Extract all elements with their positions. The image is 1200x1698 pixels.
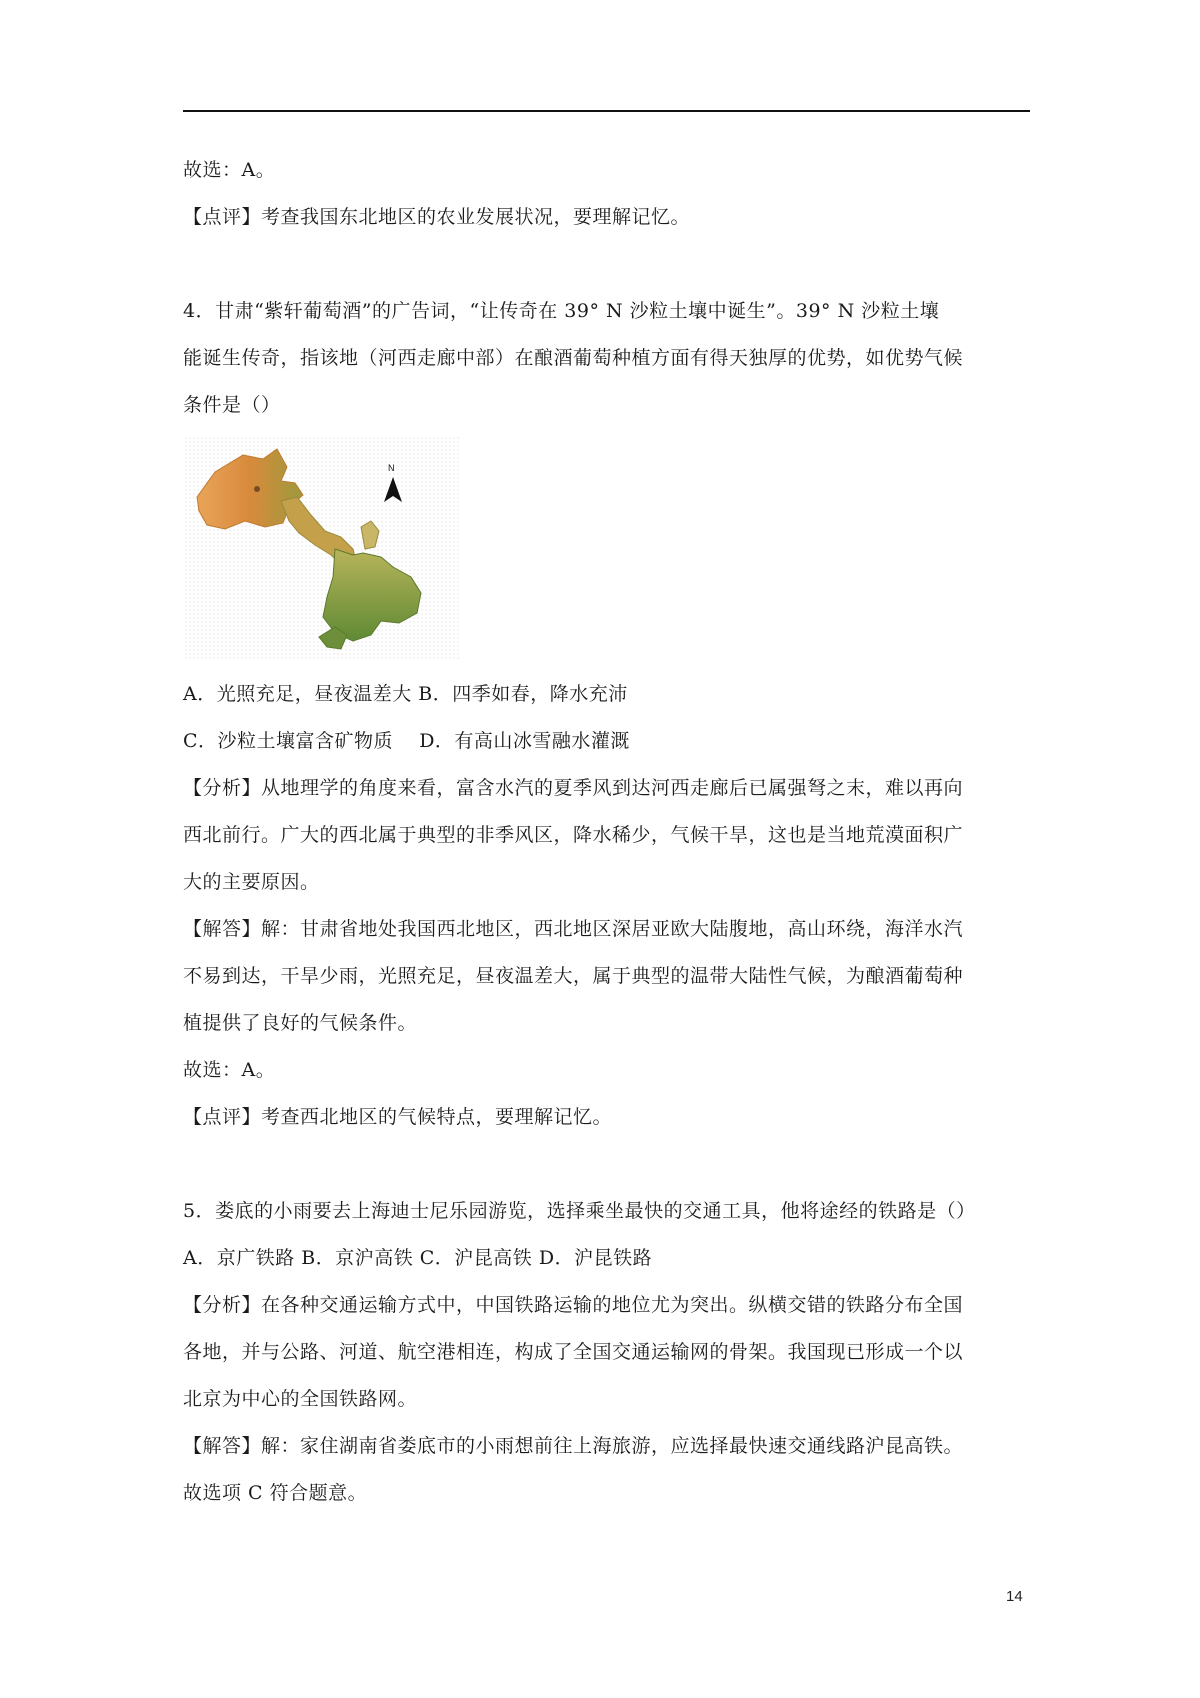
q4-solution-line2: 不易到达，干旱少雨，光照充足，昼夜温差大，属于典型的温带大陆性气候，为酿酒葡萄种: [183, 965, 964, 987]
map-city-marker: [254, 486, 260, 492]
q4-answer: 故选：A。: [183, 1059, 276, 1081]
header-rule: [183, 110, 1030, 112]
q4-stem-line3: 条件是（）: [183, 394, 281, 416]
q4-analysis-line1: 【分析】从地理学的角度来看，富含水汽的夏季风到达河西走廊后已属强弩之末，难以再向: [183, 777, 964, 799]
q4-options-line1: A．光照充足，昼夜温差大 B．四季如春，降水充沛: [183, 683, 628, 705]
q4-comment: 【点评】考查西北地区的气候特点，要理解记忆。: [183, 1106, 613, 1128]
prev-answer: 故选：A。: [183, 159, 276, 181]
gansu-map-image: [185, 437, 460, 659]
q4-analysis-line2: 西北前行。广大的西北属于典型的非季风区，降水稀少，气候干旱，这也是当地荒漠面积广: [183, 824, 964, 846]
q4-solution-line3: 植提供了良好的气候条件。: [183, 1012, 418, 1034]
q5-solution-line2: 故选项 C 符合题意。: [183, 1482, 368, 1504]
q4-solution-line1: 【解答】解：甘肃省地处我国西北地区，西北地区深居亚欧大陆腹地，高山环绕，海洋水汽: [183, 918, 964, 940]
q4-stem-line2: 能诞生传奇，指该地（河西走廊中部）在酿酒葡萄种植方面有得天独厚的优势，如优势气候: [183, 347, 964, 369]
q5-options: A．京广铁路 B．京沪高铁 C．沪昆高铁 D．沪昆铁路: [183, 1247, 653, 1269]
q5-analysis-line2: 各地，并与公路、河道、航空港相连，构成了全国交通运输网的骨架。我国现已形成一个以: [183, 1341, 964, 1363]
spacer: [183, 241, 1031, 288]
q4-stem-line1: 4．甘肃“紫轩葡萄酒”的广告词，“让传奇在 39° N 沙粒土壤中诞生”。39° N 沙粒土壤: [183, 300, 940, 322]
q4-options-line2: C．沙粒土壤富含矿物质 D．有高山冰雪融水灌溉: [183, 730, 630, 752]
q4-analysis-line3: 大的主要原因。: [183, 871, 320, 893]
north-arrow-label: N: [388, 463, 395, 473]
q5-stem: 5．娄底的小雨要去上海迪士尼乐园游览，选择乘坐最快的交通工具，他将途经的铁路是（）: [183, 1200, 976, 1222]
q5-analysis-line1: 【分析】在各种交通运输方式中，中国铁路运输的地位尤为突出。纵横交错的铁路分布全国: [183, 1294, 964, 1316]
gansu-map-figure: [185, 437, 460, 659]
page-content: [183, 147, 1031, 1517]
q5-analysis-line3: 北京为中心的全国铁路网。: [183, 1388, 418, 1410]
q5-solution-line1: 【解答】解：家住湖南省娄底市的小雨想前往上海旅游，应选择最快速交通线路沪昆高铁。: [183, 1435, 964, 1457]
prev-comment: 【点评】考查我国东北地区的农业发展状况，要理解记忆。: [183, 206, 691, 228]
spacer: [183, 1141, 1031, 1188]
page-number: 14: [1006, 1588, 1023, 1605]
